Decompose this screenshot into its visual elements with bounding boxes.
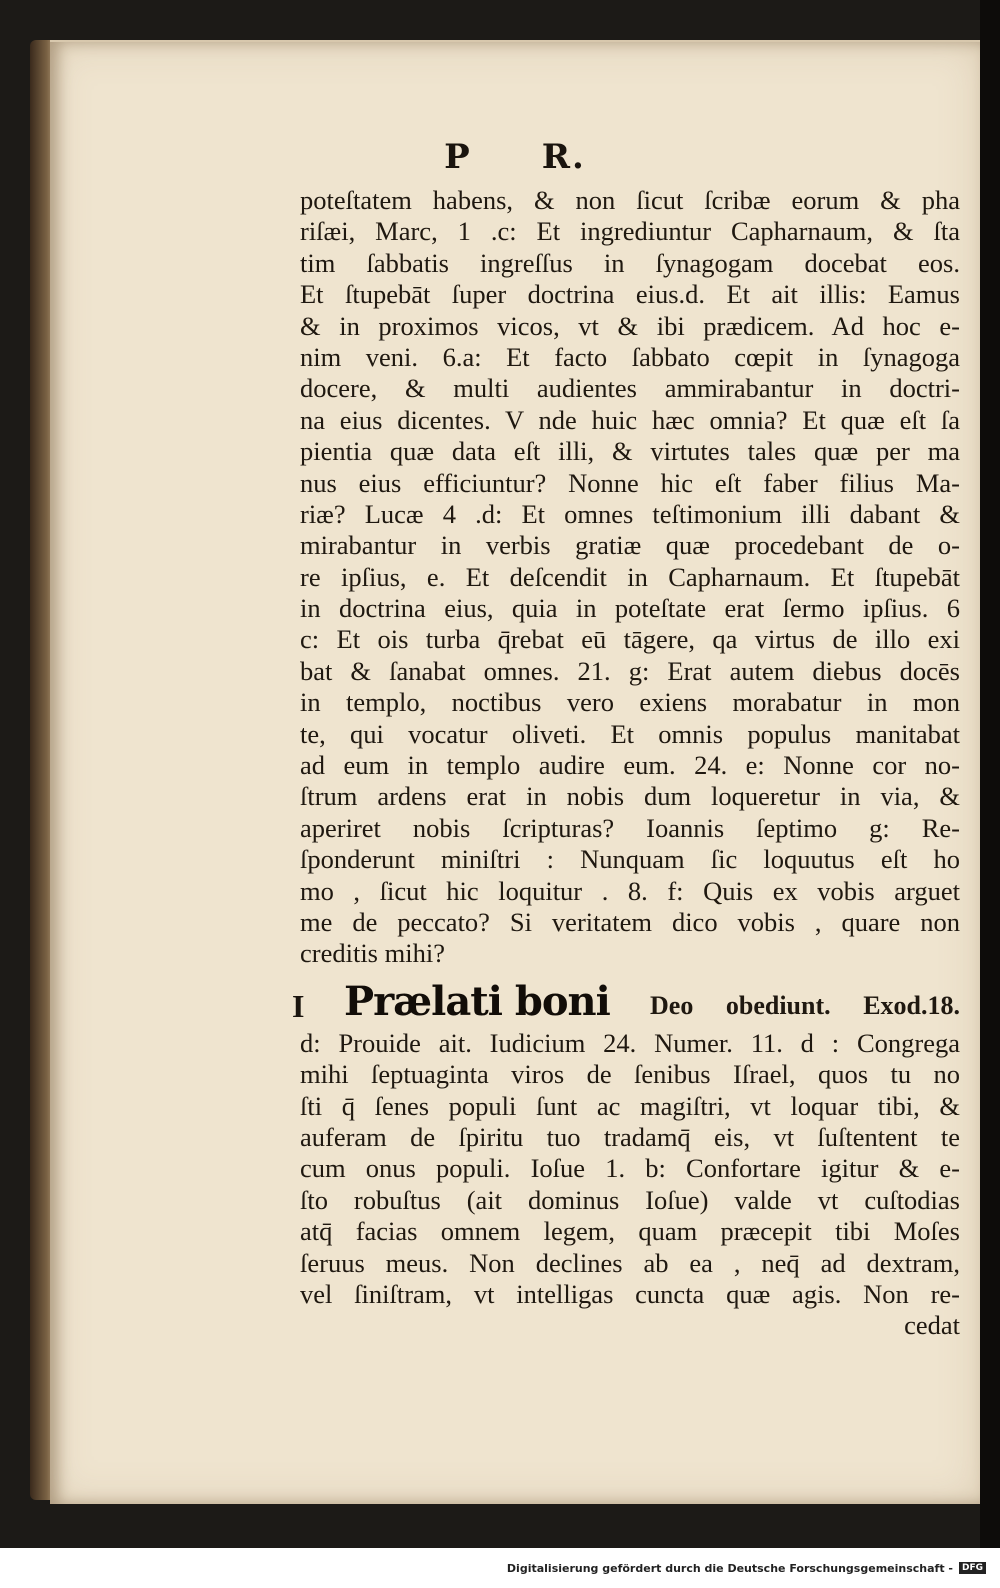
text-line: vel ſiniſtram, vt intelligas cuncta quæ agis. Non re- — [300, 1278, 960, 1309]
text-block — [292, 185, 960, 1342]
digitization-footer — [0, 1548, 1000, 1588]
scan-dark-edge — [980, 0, 1000, 1548]
text-line: creditis mihi? — [300, 938, 445, 969]
text-line: docere, & multi audientes ammirabantur in doctri- — [300, 373, 960, 404]
text-line: ſtrum ardens erat in nobis dum loqueretur in via, & — [300, 781, 960, 812]
text-line: in templo, noctibus vero exiens morabatur in mon — [300, 687, 960, 718]
text-line: mihi ſeptuaginta viros de ſenibus Iſrael, quos tu no — [300, 1059, 960, 1090]
text-line: atq̄ facias omnem legem, quam præcepit tibi Moſes — [300, 1216, 960, 1247]
text-line: poteſtatem habens, & non ſicut ſcribæ eorum & pha — [300, 185, 960, 215]
text-line: auferam de ſpiritu tuo tradamq̄ eis, vt ſuſtentent te — [300, 1121, 960, 1152]
text-line: d: Prouide ait. Iudicium 24. Numer. 11. d : Congrega — [300, 1027, 960, 1058]
dfg-logo: DFG — [959, 1562, 986, 1574]
text-line: cum onus populi. Ioſue 1. b: Confortare igitur & e- — [300, 1153, 960, 1184]
section-heading — [292, 977, 960, 1028]
text-line: nim veni. 6.a: Et facto ſabbato cœpit in ſynagoga — [300, 341, 960, 372]
running-header — [50, 137, 980, 177]
text-line: ad eum in templo audire eum. 24. e: Nonne cor no- — [300, 750, 960, 781]
section-blackletter-title: Prælati boni — [344, 977, 610, 1025]
text-line: in doctrina eius, quia in poteſtate erat ſermo ipſius. 6 — [300, 593, 960, 624]
text-line: ſti q̄ ſenes populi ſunt ac magiſtri, vt loquar tibi, & — [300, 1090, 960, 1121]
text-line: bat & ſanabat omnes. 21. g: Erat autem diebus docēs — [300, 655, 960, 686]
section-paragraph — [300, 1028, 960, 1311]
text-line: ſto robuſtus (ait dominus Ioſue) valde vt cuſtodias — [300, 1184, 960, 1215]
footer-text: Digitalisierung gefördert durch die Deutsche Forschungsgemeinschaft - — [506, 1561, 953, 1575]
catchword: cedat — [904, 1310, 960, 1341]
text-line: Et ſtupebāt ſuper doctrina eius.d. Et ait illis: Eamus — [300, 279, 960, 310]
text-line: nus eius efficiuntur? Nonne hic eſt faber filius Ma- — [300, 467, 960, 498]
text-line: ſeruus meus. Non declines ab ea , neq̄ ad dextram, — [300, 1247, 960, 1278]
body-paragraph — [300, 185, 960, 970]
text-line: c: Et ois turba q̄rebat eū tāgere, qa virtus de illo exi — [300, 624, 960, 655]
text-line: tim ſabbatis ingreſſus in ſynagogam docebat eos. — [300, 247, 960, 278]
text-line: riæ? Lucæ 4 .d: Et omnes teſtimonium illi dabant & — [300, 498, 960, 529]
header-left-letter: P — [444, 137, 472, 177]
text-line: pientia quæ data eſt illi, & virtutes tales quæ per ma — [300, 436, 960, 467]
section-heading-rest: Deo obediunt. Exod.18. — [650, 990, 960, 1020]
text-line: na eius dicentes. V nde huic hæc omnia? Et quæ eſt ſa — [300, 404, 960, 435]
text-line: mirabantur in verbis gratiæ quæ procedebant de o- — [300, 530, 960, 561]
text-line: ſponderunt miniſtri : Nunquam ſic loquutus eſt ho — [300, 844, 960, 875]
text-line: & in proximos vicos, vt & ibi prædicem. Ad hoc e- — [300, 310, 960, 341]
section-initial: I — [292, 987, 305, 1024]
text-line: mo , ſicut hic loquitur . 8. f: Quis ex vobis arguet — [300, 875, 960, 906]
text-line: aperiret nobis ſcripturas? Ioannis ſeptimo g: Re- — [300, 812, 960, 843]
header-right-letter: R. — [541, 137, 586, 177]
text-line: riſæi, Marc, 1 .c: Et ingrediuntur Capharnaum, & ſta — [300, 216, 960, 247]
text-line: te, qui vocatur olivetі. Et omnis populus manitabat — [300, 718, 960, 749]
text-line: me de peccato? Si veritatem dico vobis , quare non — [300, 906, 960, 937]
book-page — [50, 40, 980, 1504]
text-line: re ipſius, e. Et deſcendit in Capharnaum. Et ſtupebāt — [300, 561, 960, 592]
